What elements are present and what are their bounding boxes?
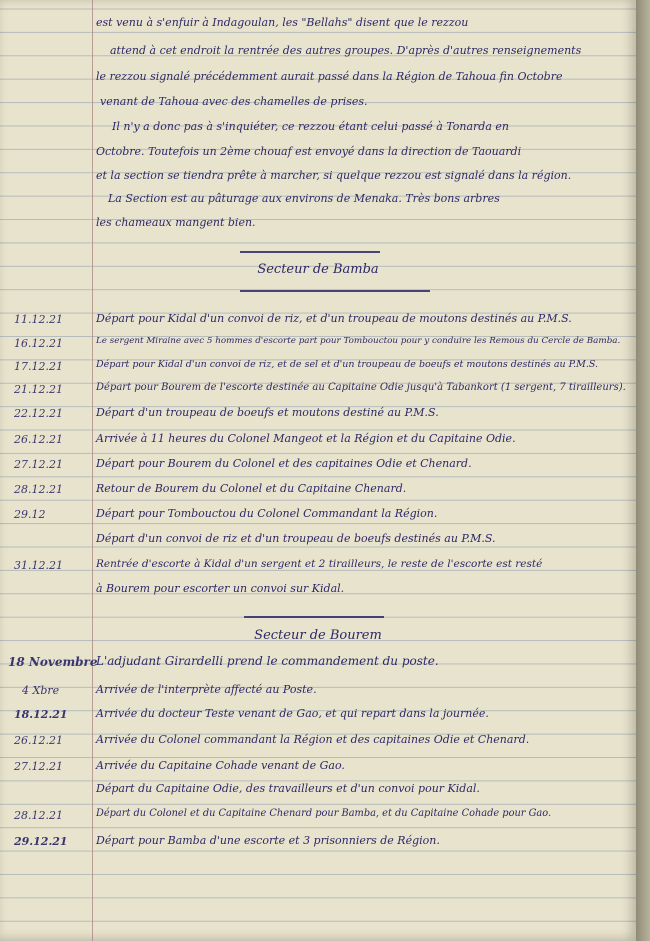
separator-rule — [244, 616, 384, 618]
entry-date: 31.12.21 — [14, 559, 63, 572]
section-underline — [240, 290, 430, 292]
intro-line — [0, 143, 636, 165]
log-entry — [0, 357, 636, 379]
entry-date: 28.12.21 — [14, 483, 63, 496]
entry-text: Le sergent Miraine avec 5 hommes d'escorte part pour Tombouctou pour y conduire les Remous du Cercle de Bamba. — [96, 336, 621, 346]
entry-text: Arrivée à 11 heures du Colonel Mangeot et la Région et du Capitaine Odie. — [96, 432, 516, 445]
entry-text: Départ pour Bourem de l'escorte destinée au Capitaine Odie jusqu'à Tabankort (1 sergent, 7 tirailleurs). — [96, 382, 626, 393]
line-text: Il n'y a donc pas à s'inquiéter, ce rezzou étant celui passé à Tonarda en — [112, 120, 509, 133]
line-text: le rezzou signalé précédemment aurait passé dans la Région de Tahoua fin Octobre — [96, 70, 563, 83]
section-heading-bamba: Secteur de Bamba — [257, 262, 379, 277]
log-entry — [0, 780, 636, 802]
log-entry — [0, 404, 636, 426]
entry-text: Départ pour Kidal d'un convoi de riz, et d'un troupeau de moutons destinés au P.M.S. — [96, 312, 572, 325]
entry-text: Arrivée de l'interprète affecté au Poste. — [96, 683, 317, 696]
entry-text: Retour de Bourem du Colonel et du Capitaine Chenard. — [96, 482, 407, 495]
entry-date: 29.12.21 — [14, 835, 68, 848]
entry-date: 17.12.21 — [14, 360, 63, 373]
entry-date: 18.12.21 — [14, 708, 68, 721]
intro-line — [0, 118, 636, 140]
log-entry — [0, 832, 636, 854]
line-text: et la section se tiendra prête à marcher, si quelque rezzou est signalé dans la région. — [96, 169, 572, 182]
log-entry — [0, 334, 636, 356]
entry-date: 27.12.21 — [14, 458, 63, 471]
intro-line — [0, 93, 636, 115]
line-text: les chameaux mangent bien. — [96, 216, 256, 229]
log-entry — [0, 556, 636, 578]
entry-text: Arrivée du Capitaine Cohade venant de Gao. — [96, 759, 345, 772]
intro-line — [0, 68, 636, 90]
entry-date: 26.12.21 — [14, 734, 63, 747]
log-entry — [0, 705, 636, 727]
line-text: est venu à s'enfuir à Indagoulan, les "Bellahs" disent que le rezzou — [96, 16, 469, 29]
intro-line — [0, 42, 636, 64]
entry-text: L'adjudant Girardelli prend le commandement du poste. — [96, 654, 439, 668]
log-entry — [0, 505, 636, 527]
log-entry — [0, 480, 636, 502]
entry-date: 16.12.21 — [14, 337, 63, 350]
entry-text: Départ pour Bourem du Colonel et des capitaines Odie et Chenard. — [96, 457, 472, 470]
entry-text: Arrivée du docteur Teste venant de Gao, et qui repart dans la journée. — [96, 707, 489, 720]
intro-line — [0, 214, 636, 236]
log-entry — [0, 380, 636, 402]
log-entry — [0, 530, 636, 552]
entry-text: Rentrée d'escorte à Kidal d'un sergent et 2 tirailleurs, le reste de l'escorte est resté — [96, 558, 543, 570]
entry-text: Départ du Capitaine Odie, des travailleurs et d'un convoi pour Kidal. — [96, 782, 480, 795]
log-entry — [0, 757, 636, 779]
log-entry — [0, 310, 636, 332]
entry-date: 18 Novembre — [8, 655, 98, 669]
separator-rule — [240, 251, 380, 253]
line-text: Octobre. Toutefois un 2ème chouaf est envoyé dans la direction de Taouardi — [96, 145, 522, 158]
entry-text: Départ pour Tombouctou du Colonel Commandant la Région. — [96, 507, 438, 520]
entry-date: 21.12.21 — [14, 383, 63, 396]
entry-text: Départ d'un troupeau de boeufs et moutons destiné au P.M.S. — [96, 406, 439, 419]
entry-date: 4 Xbre — [22, 684, 60, 697]
log-entry — [0, 681, 636, 703]
log-entry — [0, 430, 636, 452]
entry-text: Départ pour Kidal d'un convoi de riz, et de sel et d'un troupeau de boeufs et moutons destinés au P.M.S. — [96, 359, 599, 370]
entry-text: Arrivée du Colonel commandant la Région et des capitaines Odie et Chenard. — [96, 733, 530, 746]
entry-text: Départ du Colonel et du Capitaine Chenard pour Bamba, et du Capitaine Cohade pour Gao. — [96, 808, 552, 819]
line-text: attend à cet endroit la rentrée des autres groupes. D'après d'autres renseignements — [110, 44, 582, 57]
intro-line — [0, 14, 636, 36]
line-text: venant de Tahoua avec des chamelles de prises. — [100, 95, 368, 108]
entry-text: Départ pour Bamba d'une escorte et 3 prisonniers de Région. — [96, 834, 440, 847]
intro-line — [0, 190, 636, 212]
page-edge-shadow — [636, 0, 650, 941]
log-entry — [0, 580, 636, 602]
entry-date: 27.12.21 — [14, 760, 63, 773]
entry-text: à Bourem pour escorter un convoi sur Kidal. — [96, 582, 345, 595]
log-entry — [0, 806, 636, 828]
entry-date: 28.12.21 — [14, 809, 63, 822]
entry-date: 22.12.21 — [14, 407, 63, 420]
entry-text: Départ d'un convoi de riz et d'un troupeau de boeufs destinés au P.M.S. — [96, 532, 496, 545]
line-text: La Section est au pâturage aux environs de Menaka. Très bons arbres — [108, 192, 500, 205]
entry-date: 29.12 — [14, 508, 46, 521]
entry-date: 26.12.21 — [14, 433, 63, 446]
log-entry — [0, 455, 636, 477]
section-heading-bourem: Secteur de Bourem — [254, 628, 382, 643]
intro-line — [0, 167, 636, 189]
log-entry — [0, 652, 636, 674]
entry-date: 11.12.21 — [14, 313, 63, 326]
log-entry — [0, 731, 636, 753]
